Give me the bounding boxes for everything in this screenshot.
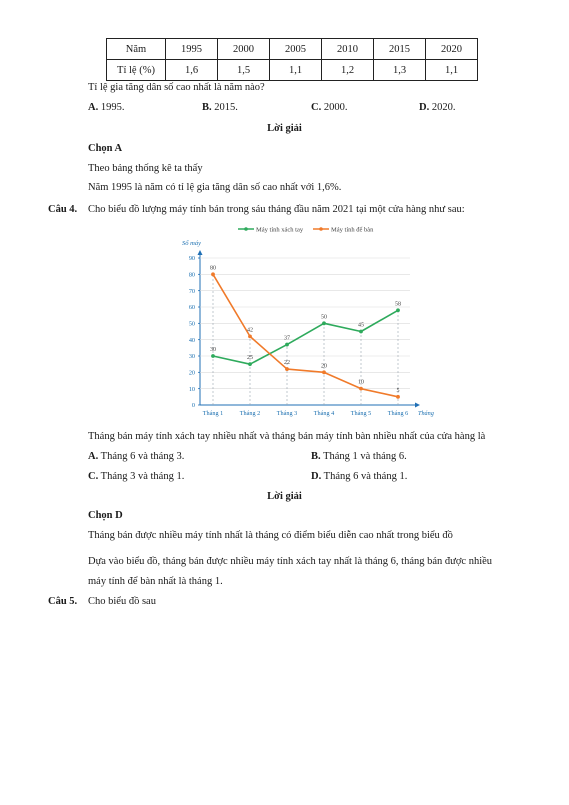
q3-option-c: [311, 102, 347, 113]
data-label: 10: [358, 379, 364, 386]
table-row: [107, 60, 478, 81]
q3-option-d: [419, 102, 455, 113]
data-label: 5: [396, 387, 400, 394]
option-text: 2000.: [321, 102, 348, 113]
q5-prompt: Cho biểu đồ sau: [88, 596, 156, 607]
option-letter: D.: [419, 102, 430, 113]
option-text: Tháng 6 và tháng 1.: [321, 471, 408, 482]
table-cell: 1,6: [166, 60, 218, 81]
option-text: 2020.: [429, 102, 456, 113]
option-letter: C.: [311, 102, 322, 113]
q4-option-b: [311, 451, 407, 462]
option-letter: D.: [311, 471, 322, 482]
data-label: 45: [358, 322, 364, 329]
y-tick-label: 40: [188, 336, 195, 344]
data-label: 58: [395, 301, 401, 308]
q3-question: Tỉ lệ gia tăng dân số cao nhất là năm nào?: [88, 82, 265, 93]
y-tick-label: 70: [188, 287, 195, 295]
option-text: 1995.: [98, 102, 125, 113]
q4-option-a: [88, 451, 184, 462]
data-point: [359, 330, 363, 334]
table-cell: 1,1: [426, 60, 478, 81]
option-letter: B.: [311, 451, 321, 462]
y-tick-label: 80: [188, 271, 195, 279]
x-tick-label: Tháng 1: [202, 410, 224, 417]
x-tick-label: Tháng 5: [350, 410, 372, 417]
q3-option-a: [88, 102, 124, 113]
data-point: [322, 370, 326, 374]
q4-solution-title: Lời giải: [267, 491, 302, 502]
y-axis-arrow: [198, 250, 203, 255]
data-label: 22: [284, 360, 290, 367]
table-cell: 2015: [374, 39, 426, 60]
table-cell: 1,5: [218, 60, 270, 81]
q3-option-b: [202, 102, 238, 113]
legend-label: Máy tính để bàn: [331, 226, 374, 234]
q3-solution-title: Lời giải: [267, 123, 302, 134]
data-point: [396, 308, 400, 312]
table-cell: 1,3: [374, 60, 426, 81]
q4-option-c: [88, 471, 184, 482]
option-text: 2015.: [211, 102, 238, 113]
data-label: 20: [321, 363, 327, 370]
q5-label: Câu 5.: [48, 596, 78, 607]
table-cell: Năm: [107, 39, 166, 60]
x-tick-label: Tháng 3: [276, 410, 298, 417]
x-axis-label: Tháng: [418, 410, 434, 417]
q4-explain-1: Tháng bán được nhiều máy tính nhất là tháng có điểm biểu diễn cao nhất trong biểu đồ: [88, 530, 453, 541]
y-tick-label: 30: [188, 353, 195, 361]
data-point: [322, 321, 326, 325]
legend-marker-0: [244, 227, 248, 231]
line-chart: [178, 222, 440, 418]
series-line-1: [213, 274, 398, 396]
table-cell: 2010: [322, 39, 374, 60]
statistics-table: [106, 38, 478, 81]
q4-option-d: [311, 471, 407, 482]
option-letter: C.: [88, 471, 99, 482]
x-tick-label: Tháng 6: [387, 410, 409, 417]
table-cell: 2005: [270, 39, 322, 60]
data-label: 25: [247, 355, 253, 362]
y-tick-label: 60: [188, 304, 195, 312]
q3-explain-2: Năm 1995 là năm có tỉ lệ gia tăng dân số cao nhất với 1,6%.: [88, 182, 342, 193]
table-cell: Tỉ lệ (%): [107, 60, 166, 81]
data-label: 37: [284, 335, 290, 342]
q4-explain-3: máy tính để bàn nhất là tháng 1.: [88, 576, 223, 587]
data-point: [396, 395, 400, 399]
q3-choice: Chọn A: [88, 143, 123, 154]
data-point: [359, 387, 363, 391]
q4-question: Tháng bán máy tính xách tay nhiều nhất và tháng bán máy tính bàn nhiều nhất của cửa hàng là: [88, 431, 486, 442]
option-letter: A.: [88, 451, 99, 462]
x-axis-arrow: [415, 403, 420, 408]
option-text: Tháng 6 và tháng 3.: [98, 451, 185, 462]
x-tick-label: Tháng 4: [313, 410, 335, 417]
table-cell: 2020: [426, 39, 478, 60]
y-tick-label: 20: [188, 369, 195, 377]
legend-marker-1: [319, 227, 323, 231]
option-letter: A.: [88, 102, 99, 113]
data-label: 50: [321, 314, 327, 321]
option-letter: B.: [202, 102, 212, 113]
table-cell: 1995: [166, 39, 218, 60]
data-point: [248, 362, 252, 366]
data-label: 80: [210, 265, 216, 272]
q4-explain-2: Dựa vào biểu đồ, tháng bán được nhiều máy tính xách tay nhất là tháng 6, tháng bán được nhiều: [88, 556, 493, 567]
table-cell: 1,2: [322, 60, 374, 81]
y-axis-label: Số máy: [182, 240, 201, 247]
x-tick-label: Tháng 2: [239, 410, 261, 417]
q3-explain-1: Theo bảng thống kê ta thấy: [88, 163, 203, 174]
table-cell: 1,1: [270, 60, 322, 81]
option-text: Tháng 3 và tháng 1.: [98, 471, 185, 482]
q4-label: Câu 4.: [48, 204, 78, 215]
legend-label: Máy tính xách tay: [256, 226, 304, 234]
data-label: 30: [210, 347, 216, 353]
data-point: [285, 343, 289, 347]
y-tick-label: 10: [188, 385, 195, 393]
option-text: Tháng 1 và tháng 6.: [320, 451, 407, 462]
y-tick-label: 0: [191, 402, 195, 410]
y-tick-label: 50: [188, 320, 195, 328]
table-header-row: [107, 39, 478, 60]
data-label: 42: [247, 327, 253, 334]
table-cell: 2000: [218, 39, 270, 60]
chart-svg: [178, 222, 440, 418]
q4-prompt: Cho biểu đồ lượng máy tính bán trong sáu tháng đầu năm 2021 tại một cửa hàng như sau:: [88, 204, 465, 215]
data-point: [211, 272, 215, 276]
data-point: [285, 367, 289, 371]
q4-choice: Chọn D: [88, 510, 123, 521]
data-point: [211, 354, 215, 358]
y-tick-label: 90: [188, 255, 195, 263]
data-point: [248, 335, 252, 339]
